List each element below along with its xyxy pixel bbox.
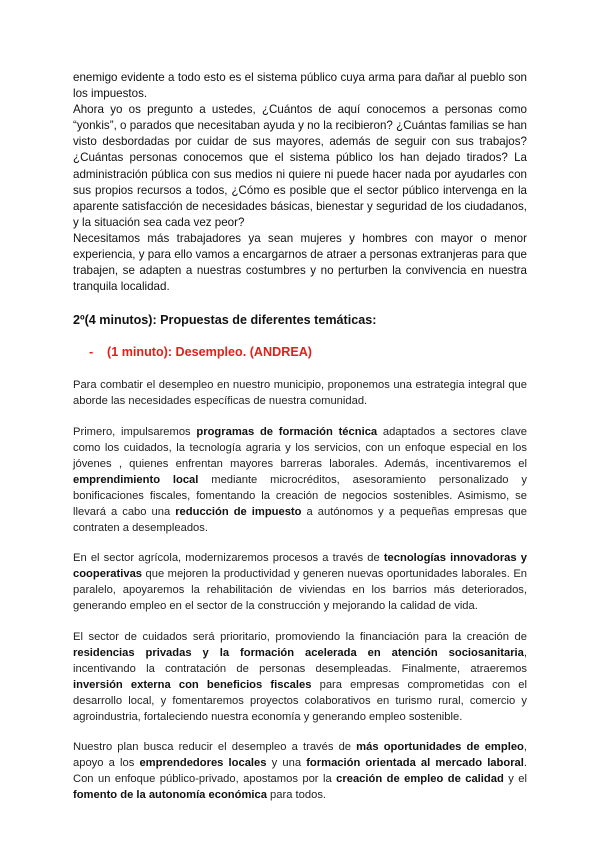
text-run: , apoyo a los: [73, 741, 527, 770]
text-run: Ahora yo os pregunto a ustedes, ¿Cuántos de aquí conocemos a personas como “yonkis”, o parados que necesitaban ayuda y no la recibieron? ¿Cuántas familias se han visto desbordadas por cuidar de sus mayores, además de seguir con sus trabajos? ¿Cuántas personas conocemos que el sistema público los han dejado tirados? La administración pública con sus medios ni quiere ni puede hacer nada por ayudarles con sus propios recursos a todos, ¿Cómo es posible que el sector público intervenga en la aparente satisfacción de necesidades básicas, bienestar y seguridad de los ciudadanos, y la situación sea cada vez peor?: [73, 103, 527, 229]
text-run: Nuestro plan busca reducir el desempleo a través de: [73, 741, 357, 754]
bold-run: emprendimiento local: [73, 473, 199, 486]
text-run: adaptados a sectores clave como los cuidados, la tecnología agraria y los servicios, con un enfoque especial en los jóvenes , quienes enfrentan mayores barreras laborales. Además, incentivaremos el: [73, 425, 527, 470]
text-run: que mejoren la productividad y generen nuevas oportunidades laborales. En paralelo, apoyaremos la rehabilitación de viviendas en los barrios más deteriorados, generando empleo en el sector de la construcción y mejorando la calidad de vida.: [73, 568, 527, 613]
intro-paragraph-1: [73, 70, 527, 102]
bold-run: formación orientada al mercado laboral: [306, 757, 524, 770]
text-run: , incentivando la contratación de personas desempleadas. Finalmente, atraeremos: [73, 646, 527, 675]
bold-run: emprendedores locales: [139, 757, 267, 770]
text-run: mediante microcréditos, asesoramiento personalizado y bonificaciones fiscales, fomentando la creación de negocios sostenibles. Asimismo, se llevará a cabo una: [73, 473, 527, 518]
text-run: para todos.: [266, 789, 327, 802]
bold-run: reducción de impuesto: [175, 505, 302, 518]
text-run: para empresas comprometidas con el desarrollo local, y fomentaremos proyectos colaborativos en turismo rural, comercio y agroindustria, fortaleciendo nuestra economía y generando empleo sostenible.: [73, 678, 527, 723]
body-paragraph-1: [73, 377, 527, 409]
body-paragraph-5: [73, 739, 527, 803]
document-content: [73, 70, 527, 803]
text-run: y el: [503, 773, 527, 786]
bold-run: tecnologías innovadoras y cooperativas: [73, 552, 527, 581]
text-run: El sector de cuidados será prioritario, promoviendo la financiación para la creación de: [73, 630, 527, 643]
body-paragraph-2: [73, 424, 527, 537]
list-dash: -: [89, 345, 94, 360]
intro-paragraph-2: [73, 102, 527, 231]
text-run: . Con un enfoque público-privado, apostamos por la: [73, 757, 527, 786]
body-paragraph-4: [73, 629, 527, 726]
intro-paragraph-3: [73, 231, 527, 295]
subsection-title: (1 minuto): Desempleo. (ANDREA): [107, 345, 313, 360]
bold-run: fomento de la autonomía económica: [73, 789, 267, 802]
text-run: Primero, impulsaremos: [73, 425, 197, 438]
subsection-heading: [73, 343, 527, 361]
text-run: Necesitamos más trabajadores ya sean mujeres y hombres con mayor o menor experiencia, y para ello vamos a encargarnos de atraer a personas extranjeras para que trabajen, se adapten a nuestras costumbres y no perturben la convivencia en nuestra tranquila localidad.: [73, 231, 527, 294]
text-run: enemigo evidente a todo esto es el sistema público cuya arma para dañar al pueblo son los impuestos.: [73, 71, 527, 101]
bold-run: creación de empleo de calidad: [336, 773, 504, 786]
text-run: a autónomos y a pequeñas empresas que contraten a desempleados.: [73, 505, 527, 535]
text-run: y una: [266, 757, 307, 770]
bold-run: inversión externa con beneficios fiscales: [73, 678, 312, 691]
text-run: Para combatir el desempleo en nuestro municipio, proponemos una estrategia integral que aborde las necesidades específicas de nuestra comunidad.: [73, 379, 527, 408]
text-run: En el sector agrícola, modernizaremos procesos a través de: [73, 552, 384, 565]
body-paragraph-3: [73, 550, 527, 614]
bold-run: residencias privadas y la formación acelerada en atención sociosanitaria: [73, 646, 524, 659]
bold-run: programas de formación técnica: [196, 425, 378, 438]
bold-run: más oportunidades de empleo: [356, 741, 524, 754]
section-heading: 2º(4 minutos): Propuestas de diferentes temáticas:: [73, 313, 377, 328]
